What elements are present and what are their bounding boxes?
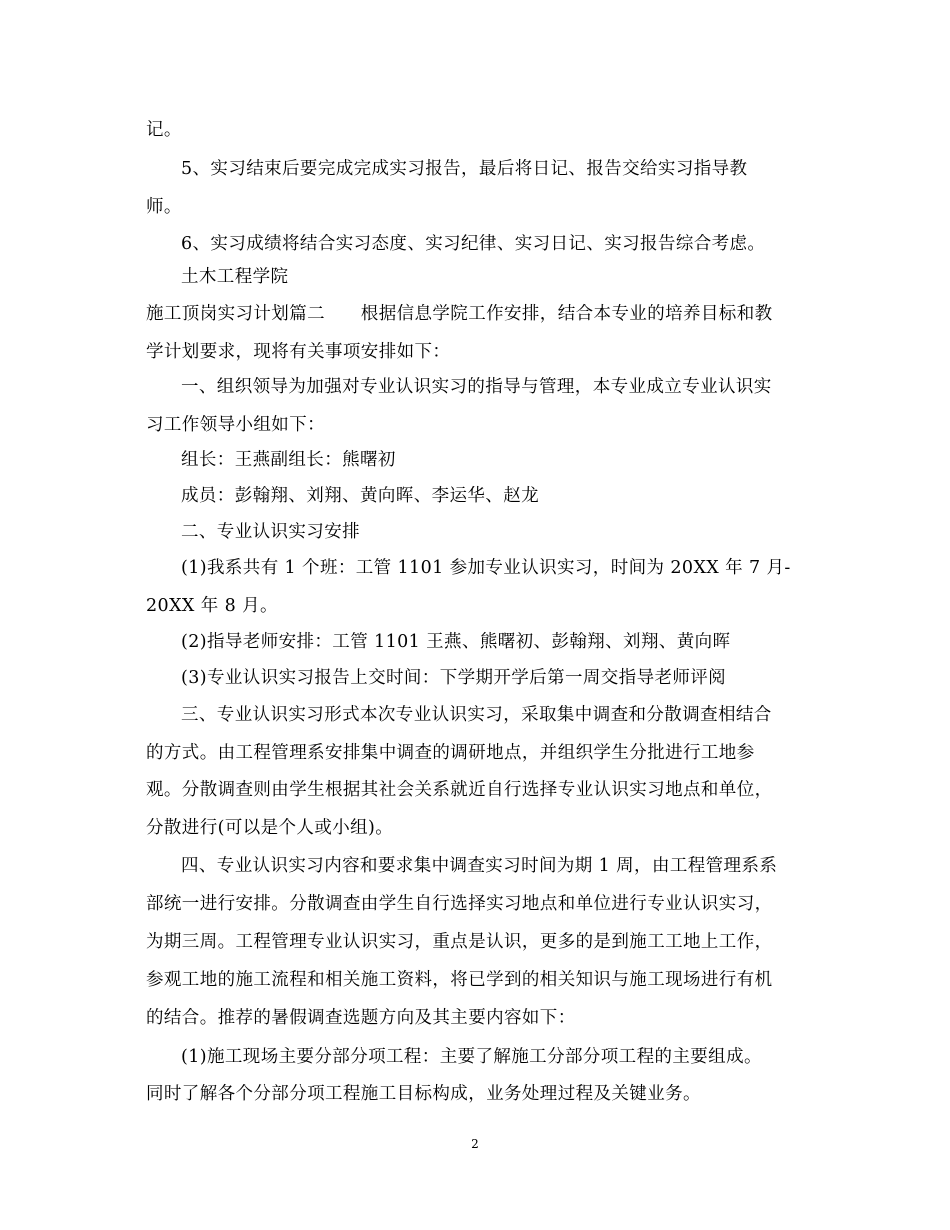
text-line: 记。	[146, 120, 182, 140]
text-line: 参观工地的施工流程和相关施工资料，将已学到的相关知识与施工现场进行有机	[146, 970, 773, 990]
text-line: 20XX 年 8 月。	[146, 596, 278, 616]
text-line: 的方式。由工程管理系安排集中调查的调研地点，并组织学生分批进行工地参	[146, 743, 755, 763]
text-line: (1)施工现场主要分部分项工程：主要了解施工分部分项工程的主要组成。	[181, 1047, 762, 1067]
text-line: 6、实习成绩将结合实习态度、实习纪律、实习日记、实习报告综合考虑。	[181, 234, 766, 254]
text-line: 组长：王燕副组长：熊曙初	[181, 450, 396, 470]
text-line: 土木工程学院	[181, 267, 289, 287]
text-line: 分散进行(可以是个人或小组)。	[146, 818, 394, 838]
text-line: 学计划要求，现将有关事项安排如下：	[146, 342, 451, 362]
text-line: 观。分散调查则由学生根据其社会关系就近自行选择专业认识实习地点和单位，	[146, 780, 773, 800]
text-line: (3)专业认识实习报告上交时间：下学期开学后第一周交指导老师评阅	[181, 668, 727, 688]
text-line: 部统一进行安排。分散调查由学生自行选择实习地点和单位进行专业认识实习，	[146, 894, 773, 914]
text-line: 三、专业认识实习形式本次专业认识实习，采取集中调查和分散调查相结合	[181, 705, 772, 725]
text-line: 二、专业认识实习安排	[181, 522, 360, 542]
text-line: (2)指导老师安排：工管 1101 王燕、熊曙初、彭翰翔、刘翔、黄向晖	[181, 632, 731, 652]
text-line: 5、实习结束后要完成完成实习报告，最后将日记、报告交给实习指导教	[181, 159, 748, 179]
text-line: 师。	[146, 197, 182, 217]
text-line: 的结合。推荐的暑假调查选题方向及其主要内容如下：	[146, 1008, 576, 1028]
text-line: (1)我系共有 1 个班：工管 1101 参加专业认识实习，时间为 20XX 年 7 月-	[181, 558, 791, 578]
text-line: 施工顶岗实习计划篇二 根据信息学院工作安排，结合本专业的培养目标和教	[146, 304, 773, 324]
page-number: 2	[471, 1137, 479, 1151]
text-line: 一、组织领导为加强对专业认识实习的指导与管理，本专业成立专业认识实	[181, 377, 772, 397]
text-line: 习工作领导小组如下：	[146, 415, 325, 435]
text-line: 同时了解各个分部分项工程施工目标构成，业务处理过程及关键业务。	[146, 1084, 701, 1104]
text-line: 为期三周。工程管理专业认识实习，重点是认识，更多的是到施工工地上工作，	[146, 932, 773, 952]
text-line: 四、专业认识实习内容和要求集中调查实习时间为期 1 周，由工程管理系系	[181, 856, 778, 876]
text-line: 成员：彭翰翔、刘翔、黄向晖、李运华、赵龙	[181, 486, 539, 506]
